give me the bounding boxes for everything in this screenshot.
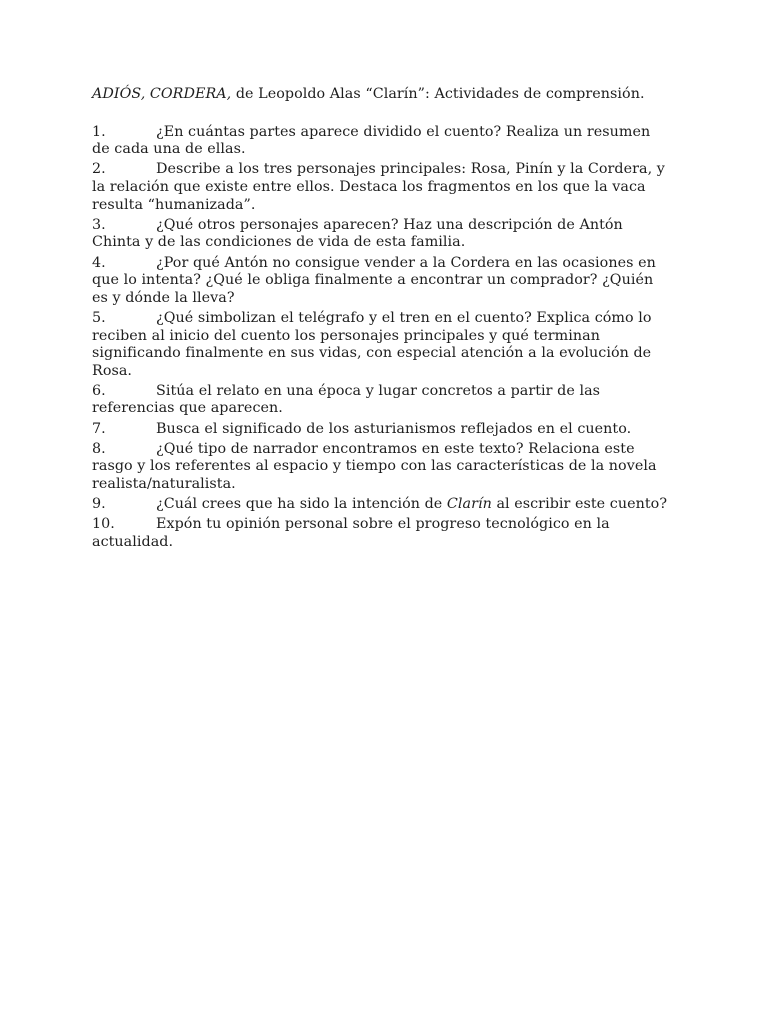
question-text-before: ¿Cuál crees que ha sido la intención de bbox=[156, 496, 447, 513]
question-number: 10. bbox=[92, 516, 115, 533]
question-list bbox=[92, 124, 668, 552]
question-text-italic: Clarín bbox=[446, 496, 492, 513]
question-number: 2. bbox=[92, 161, 106, 178]
question-7 bbox=[92, 421, 668, 439]
question-4 bbox=[92, 255, 668, 308]
question-2 bbox=[92, 161, 668, 214]
question-3 bbox=[92, 217, 668, 252]
question-text: ¿Por qué Antón no consigue vender a la Cordera en las ocasiones en que lo intenta? ¿Qué le obliga finalmente a encontrar un comprador? ¿Quién es y dónde la lleva? bbox=[92, 254, 656, 306]
question-number: 4. bbox=[92, 254, 106, 271]
question-text: ¿Qué simbolizan el telégrafo y el tren en el cuento? Explica cómo lo reciben al inicio del cuento los personajes principales y qué terminan significando finalmente en sus vidas, con especial atención a la evolución de Rosa. bbox=[92, 309, 652, 379]
question-text: ¿En cuántas partes aparece dividido el cuento? Realiza un resumen de cada una de ellas. bbox=[92, 123, 651, 158]
question-number: 5. bbox=[92, 309, 106, 326]
question-text: ¿Qué tipo de narrador encontramos en este texto? Relaciona este rasgo y los referentes al espacio y tiempo con las características de la novela realista/naturalista. bbox=[92, 440, 657, 493]
question-number: 1. bbox=[92, 123, 106, 140]
document-title bbox=[92, 86, 668, 104]
question-6 bbox=[92, 383, 668, 418]
question-number: 3. bbox=[92, 216, 106, 233]
question-text: Describe a los tres personajes principales: Rosa, Pinín y la Cordera, y la relación que existe entre ellos. Destaca los fragmentos en los que la vaca resulta “humanizada”. bbox=[92, 161, 665, 213]
title-rest: de Leopoldo Alas “Clarín”: Actividades de comprensión. bbox=[231, 86, 645, 102]
question-text: Sitúa el relato en una época y lugar concretos a partir de las referencias que aparecen. bbox=[92, 382, 601, 417]
question-number: 8. bbox=[92, 440, 106, 457]
question-1 bbox=[92, 124, 668, 159]
question-10 bbox=[92, 516, 668, 551]
question-text: Busca el significado de los asturianismos reflejados en el cuento. bbox=[156, 420, 632, 437]
question-text: ¿Qué otros personajes aparecen? Haz una descripción de Antón Chinta y de las condiciones de vida de esta familia. bbox=[92, 216, 623, 251]
question-number: 6. bbox=[92, 382, 106, 399]
title-italic: ADIÓS, CORDERA, bbox=[92, 86, 232, 102]
question-text: Expón tu opinión personal sobre el progreso tecnológico en la actualidad. bbox=[92, 516, 610, 550]
question-number: 7. bbox=[92, 420, 106, 437]
question-number: 9. bbox=[92, 496, 106, 513]
question-5 bbox=[92, 310, 668, 380]
question-8 bbox=[92, 441, 668, 494]
question-text-after: al escribir este cuento? bbox=[491, 496, 668, 513]
question-9 bbox=[92, 496, 668, 514]
